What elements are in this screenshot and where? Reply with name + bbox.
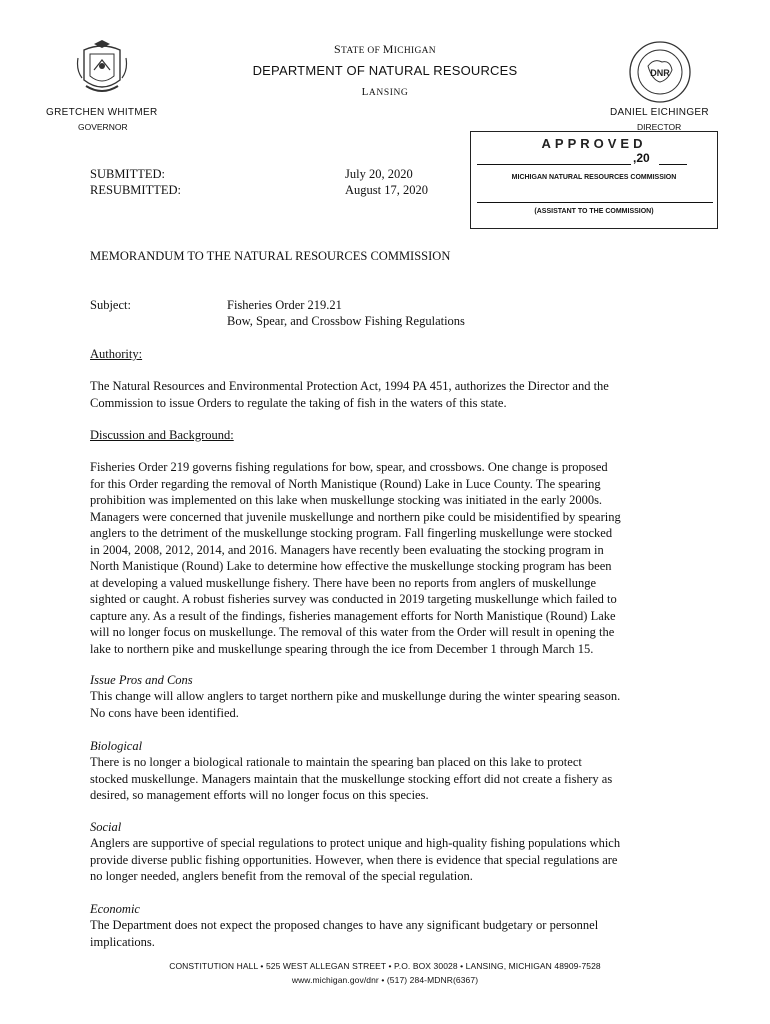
paragraph-line: provide diverse public fishing opportunities. However, when there is evidence that special regulations are <box>90 852 618 867</box>
economic-heading: Economic <box>90 902 140 916</box>
paragraph-line: Fisheries Order 219 governs fishing regulations for bow, spear, and crossbows. One change is proposed <box>90 460 608 474</box>
paragraph-line: Anglers are supportive of special regulations to protect unique and high-quality fishing populations which <box>90 836 621 850</box>
director-title: DIRECTOR <box>637 122 682 132</box>
state-initial: S <box>334 42 342 56</box>
discussion-paragraph <box>90 459 690 657</box>
paragraph-line: Commission to issue Orders to regulate the taking of fish in the waters of this state. <box>90 395 507 410</box>
authority-paragraph <box>90 378 690 411</box>
governor-name: GRETCHEN WHITMER <box>46 107 158 118</box>
subject-line-2: Bow, Spear, and Crossbow Fishing Regulations <box>227 314 465 328</box>
economic-paragraph <box>90 917 690 950</box>
paragraph-line: implications. <box>90 934 155 949</box>
paragraph-line: capture any. As a result of the findings, fisheries management efforts for North Manistique (Round) Lake <box>90 608 616 623</box>
paragraph-line: anglers to the detriment of the muskellunge stocking program. Fall fingerling muskellunge were stocked <box>90 526 613 540</box>
resubmitted-label: RESUBMITTED: <box>90 183 181 197</box>
issue-paragraph <box>90 688 690 721</box>
assistant-signature-line <box>477 202 713 203</box>
dnr-seal-icon <box>618 40 702 104</box>
paragraph-line: No cons have been identified. <box>90 705 239 720</box>
biological-heading: Biological <box>90 739 143 753</box>
biological-paragraph <box>90 754 690 804</box>
director-name: DANIEL EICHINGER <box>610 107 709 118</box>
michigan-initial: M <box>382 42 394 56</box>
paragraph-line: no longer needed, anglers benefit from the removal of the special regulation. <box>90 869 473 883</box>
department-name: DEPARTMENT OF NATURAL RESOURCES <box>252 63 518 78</box>
state-word: TATE OF <box>341 46 383 56</box>
paragraph-line: The Natural Resources and Environmental Protection Act, 1994 PA 451, authorizes the Director and the <box>90 379 609 393</box>
commission-label: MICHIGAN NATURAL RESOURCES COMMISSION <box>511 174 677 181</box>
issue-heading: Issue Pros and Cons <box>90 673 193 687</box>
paragraph-line: for this Order regarding the removal of North Manistique (Round) Lake in Luce County. The spearing <box>90 476 601 491</box>
footer-address: CONSTITUTION HALL • 525 WEST ALLEGAN STREET • P.O. BOX 30028 • LANSING, MICHIGAN 48909-7528 <box>169 961 601 971</box>
michigan-state-seal-icon <box>76 40 128 96</box>
paragraph-line: lake to northern pike and muskellunge spearing through the ice from December 1 through March 15. <box>90 641 594 656</box>
approval-box <box>470 131 718 229</box>
state-of-michigan-heading <box>200 42 570 57</box>
social-paragraph <box>90 835 690 885</box>
paragraph-line: in 2004, 2008, 2012, 2014, and 2016. Managers have recently been evaluating the stocking program in <box>90 542 604 557</box>
assistant-label: (ASSISTANT TO THE COMMISSION) <box>534 208 654 215</box>
paragraph-line: There is no longer a biological rationale to maintain the spearing ban placed on this lake to protect <box>90 755 582 769</box>
discussion-heading: Discussion and Background: <box>90 428 234 442</box>
subject-label: Subject: <box>90 298 131 312</box>
authority-heading: Authority: <box>90 347 143 361</box>
paragraph-line: will no longer focus on muskellunge. The removal of this water from the Order will result in opening the <box>90 625 615 639</box>
paragraph-line: stocked muskellunge. Managers maintain that the muskellunge stocking effort did not create a fishery as <box>90 771 613 786</box>
paragraph-line: sighted or caught. A robust fisheries survey was conducted in 2019 targeting muskellunge which failed to <box>90 592 617 606</box>
michigan-word: ICHIGAN <box>393 46 436 56</box>
lansing-heading <box>200 86 570 98</box>
lansing-word: ANSING <box>368 88 409 98</box>
paragraph-line: prohibition was implemented on this lake when muskellunge stocking was initiated in the early 2000s. <box>90 493 603 507</box>
paragraph-line: This change will allow anglers to target northern pike and muskellunge during the winter spearing season. <box>90 689 621 703</box>
approval-date-line <box>477 164 631 165</box>
governor-title: GOVERNOR <box>78 122 128 132</box>
footer-contact: www.michigan.gov/dnr • (517) 284-MDNR(6367) <box>291 975 479 985</box>
paragraph-line: Managers were concerned that juvenile muskellunge and northern pike could be misidentified by spearing <box>90 509 621 524</box>
submitted-label: SUBMITTED: <box>90 167 165 181</box>
memo-title: MEMORANDUM TO THE NATURAL RESOURCES COMMISSION <box>90 249 451 263</box>
approval-year-line <box>659 164 687 165</box>
resubmitted-date: August 17, 2020 <box>345 183 428 197</box>
approval-year-suffix: ,20 <box>633 151 650 165</box>
paragraph-line: at developing a valued muskellunge fishery. There have been no reports from anglers of muskellunge <box>90 575 597 590</box>
lansing-initial: L <box>361 86 369 98</box>
paragraph-line: North Manistique (Round) Lake to determine how effective the muskellunge stocking program has been <box>90 559 612 573</box>
approved-title: APPROVED <box>541 136 647 151</box>
paragraph-line: The Department does not expect the proposed changes to have any significant budgetary or personnel <box>90 918 599 932</box>
social-heading: Social <box>90 820 122 834</box>
subject-line-1: Fisheries Order 219.21 <box>227 298 342 312</box>
paragraph-line: desired, so management efforts will no longer focus on this species. <box>90 788 429 802</box>
dnr-seal-text: DNR <box>650 68 670 78</box>
submitted-date: July 20, 2020 <box>345 167 413 181</box>
